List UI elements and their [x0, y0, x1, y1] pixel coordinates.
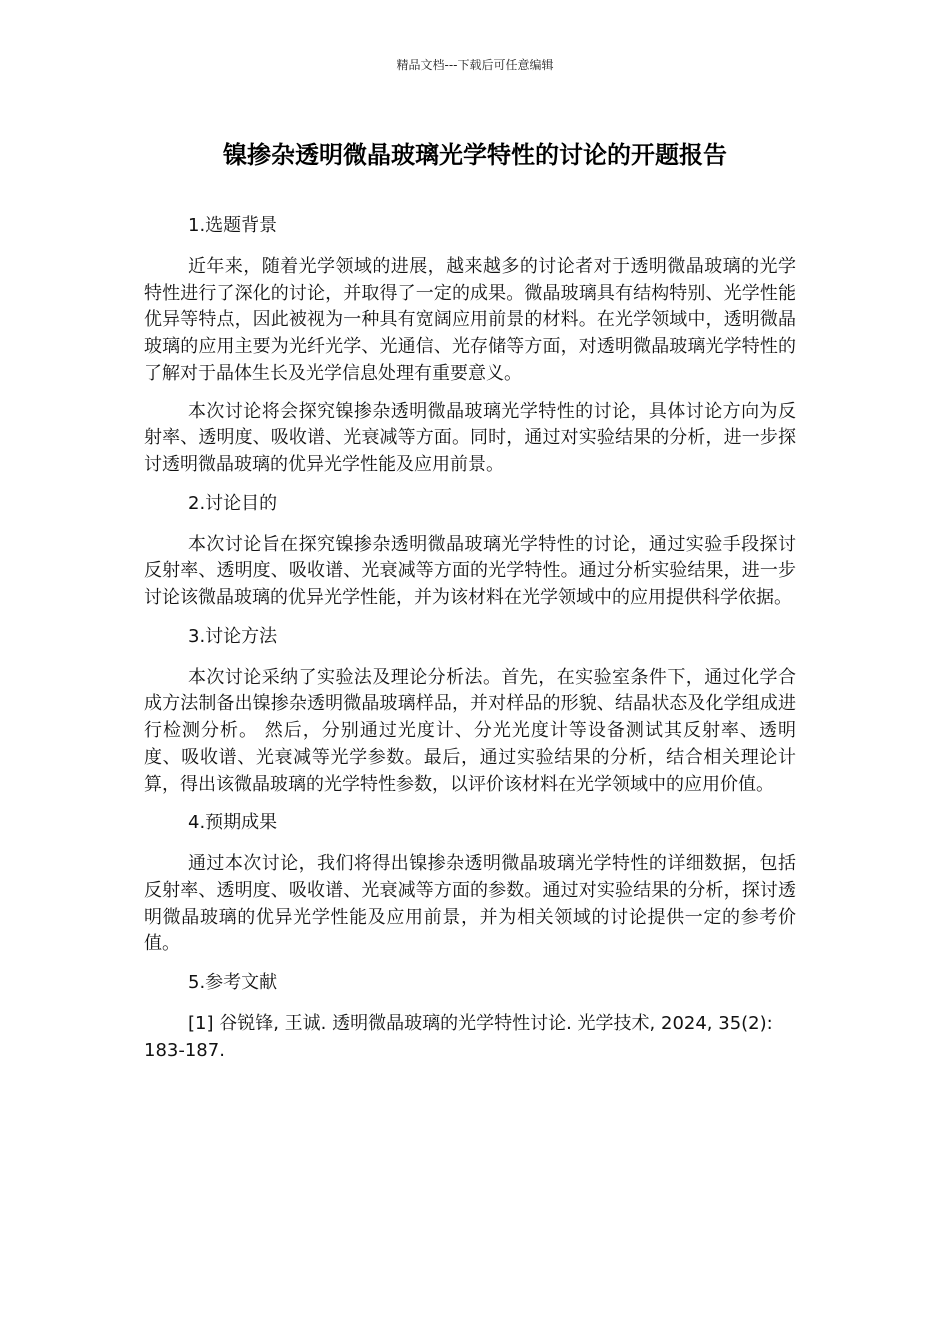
section-heading: 2.讨论目的	[188, 492, 278, 514]
body-paragraph: 通过本次讨论，我们将得出镍掺杂透明微晶玻璃光学特性的详细数据，包括反射率、透明度、吸收谱、光衰减等方面的参数。通过对实验结果的分析，探讨透明微晶玻璃的优异光学性能及应用前景，并为相关领域的讨论提供一定的参考价值。	[144, 853, 796, 955]
section-methods	[144, 623, 796, 799]
body-paragraph: 本次讨论旨在探究镍掺杂透明微晶玻璃光学特性的讨论，通过实验手段探讨反射率、透明度、吸收谱、光衰减等方面的光学特性。通过分析实验结果，进一步讨论该微晶玻璃的优异光学性能，并为该材料在光学领域中的应用提供科学依据。	[144, 533, 796, 609]
section-heading: 1.选题背景	[188, 215, 278, 236]
body-paragraph: 本次讨论采纳了实验法及理论分析法。首先，在实验室条件下，通过化学合成方法制备出镍掺杂透明微晶玻璃样品，并对样品的形貌、结晶状态及化学组成进行检测分析。 然后，分别通过光度计、分光光度计等设备测试其反射率、透明度、吸收谱、光衰减等光学参数。最后，通过实验结果的分析，结合相关理论计算，得出该微晶玻璃的光学特性参数，以评价该材料在光学领域中的应用价值。	[144, 666, 796, 795]
section-expected-results	[144, 809, 796, 958]
document-title: 镍掺杂透明微晶玻璃光学特性的讨论的开题报告	[223, 141, 727, 169]
section-heading: 5.参考文献	[188, 972, 278, 994]
page-header-watermark: 精品文档---下载后可任意编辑	[396, 58, 554, 72]
section-heading: 4.预期成果	[188, 812, 278, 834]
section-background	[144, 212, 796, 479]
reference-entry: [1] 谷锐锋, 王诚. 透明微晶玻璃的光学特性讨论. 光学技术, 2024, 35(2): 183-187.	[144, 1013, 773, 1061]
section-purpose	[144, 490, 796, 612]
document-body	[144, 212, 796, 1064]
section-heading: 3.讨论方法	[188, 625, 278, 647]
body-paragraph: 近年来，随着光学领域的进展，越来越多的讨论者对于透明微晶玻璃的光学特性进行了深化的讨论，并取得了一定的成果。微晶玻璃具有结构特别、光学性能优异等特点，因此被视为一种具有宽阔应用前景的材料。在光学领域中，透明微晶玻璃的应用主要为光纤光学、光通信、光存储等方面，对透明微晶玻璃光学特性的了解对于晶体生长及光学信息处理有重要意义。	[144, 256, 796, 384]
section-references	[144, 969, 796, 1064]
body-paragraph: 本次讨论将会探究镍掺杂透明微晶玻璃光学特性的讨论，具体讨论方向为反射率、透明度、吸收谱、光衰减等方面。同时，通过对实验结果的分析，进一步探讨透明微晶玻璃的优异光学性能及应用前景。	[144, 400, 796, 475]
